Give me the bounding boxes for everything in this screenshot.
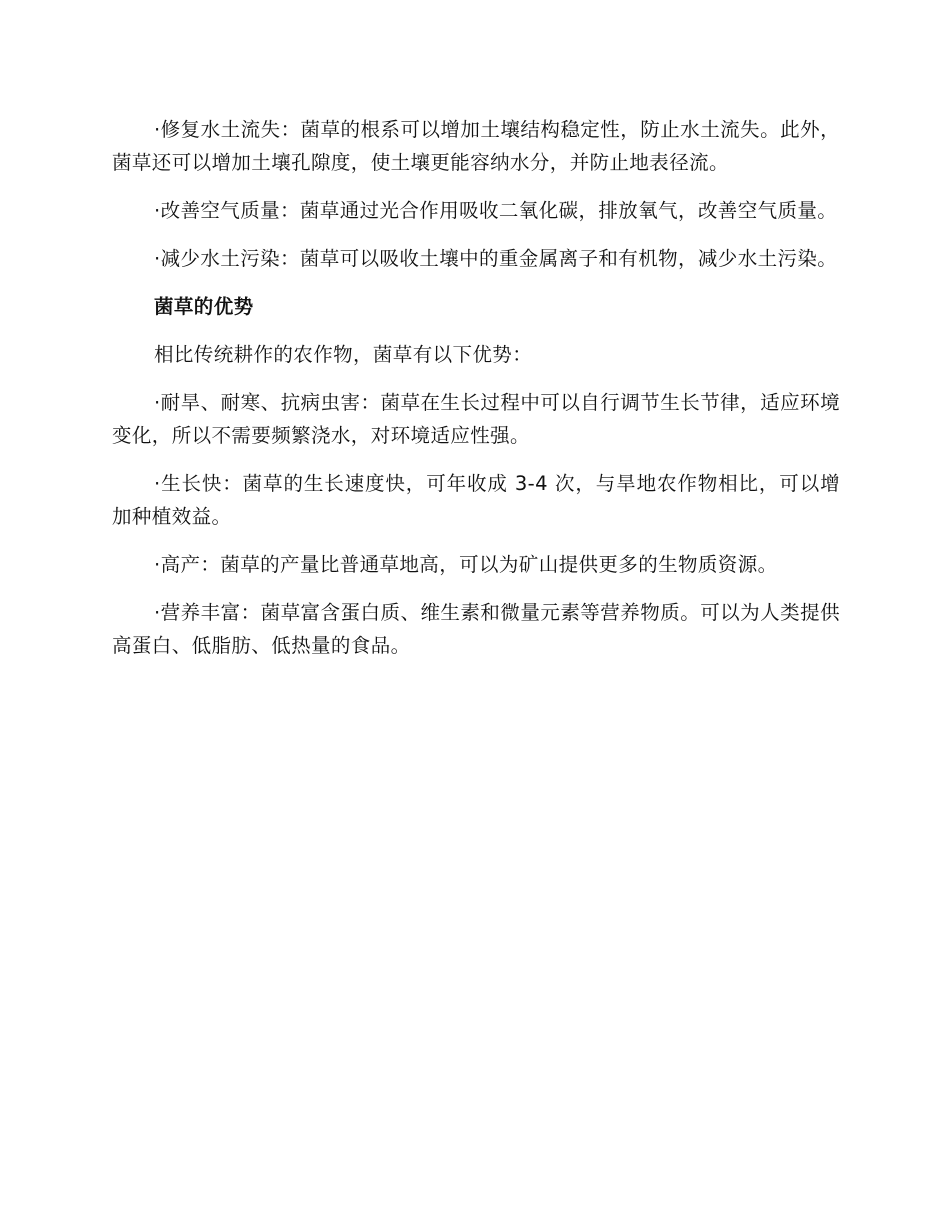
paragraph-air-quality: ·改善空气质量：菌草通过光合作用吸收二氧化碳，排放氧气，改善空气质量。 [154, 199, 838, 222]
section-intro: 相比传统耕作的农作物，菌草有以下优势： [154, 343, 533, 366]
paragraph-pollution: ·减少水土污染：菌草可以吸收土壤中的重金属离子和有机物，减少水土污染。 [154, 247, 838, 270]
paragraph-high-yield: ·高产：菌草的产量比普通草地高，可以为矿山提供更多的生物质资源。 [154, 553, 778, 576]
paragraph-nutrition: ·营养丰富：菌草富含蛋白质、维生素和微量元素等营养物质。可以为人类提供高蛋白、低脂肪、低热量的食品。 [112, 601, 840, 657]
document-page [112, 113, 840, 677]
paragraph-soil-erosion: ·修复水土流失：菌草的根系可以增加土壤结构稳定性，防止水土流失。此外，菌草还可以增加土壤孔隙度，使土壤更能容纳水分，并防止地表径流。 [112, 118, 840, 174]
section-heading: 菌草的优势 [154, 295, 254, 318]
paragraph-fast-growth: ·生长快：菌草的生长速度快，可年收成 3-4 次，与旱地农作物相比，可以增加种植效益。 [112, 472, 840, 528]
paragraph-drought-resistance: ·耐旱、耐寒、抗病虫害：菌草在生长过程中可以自行调节生长节律，适应环境变化，所以不需要频繁浇水，对环境适应性强。 [112, 391, 840, 447]
